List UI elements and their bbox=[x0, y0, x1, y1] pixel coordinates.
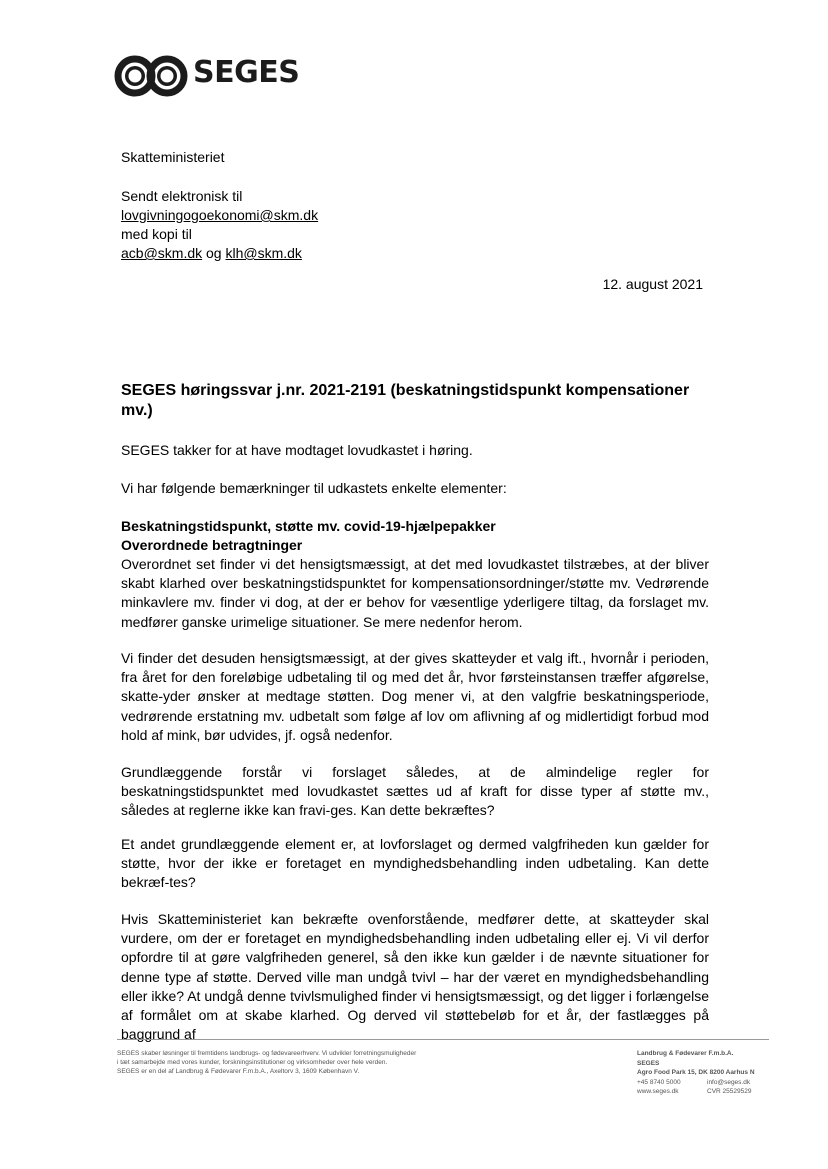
body-paragraph-5: Hvis Skatteministeriet kan bekræfte ovenforstående, medfører dette, at skatteyder skal vurdere, om der er foretaget en myndighedsbehandling inden udbetaling eller ej. Vi vil derfor opfordre til at gøre valgfriheden generel, så den ikke kun gælder i de nævnte situationer for denne type af støtte. Derved ville man undgå tvivl – har der været en myndighedsbehandling eller ikke? At undgå denne tvivlsmulighed finder vi hensigtsmæssigt, og det ligger i forlængelse af formålet om at skabe klarhed. Og derved vil støttebeløb for et år, der fastlægges på baggrund af bbox=[121, 911, 709, 1043]
footer-left-line: SEGES er en del af Landbrug & Fødevarer F.m.b.A., Axeltorv 3, 1609 København V. bbox=[117, 1068, 360, 1075]
email-main-link[interactable]: lovgivningogoekonomi@skm.dk bbox=[121, 207, 319, 223]
sent-label: Sendt elektronisk til bbox=[121, 188, 243, 204]
intro-paragraph-1: SEGES takker for at have modtaget lovudkastet i høring. bbox=[121, 442, 473, 458]
footer-left bbox=[117, 1049, 547, 1076]
recipient-name: Skatteministeriet bbox=[121, 149, 225, 165]
og-text: og bbox=[202, 245, 226, 261]
footer-email[interactable]: info@seges.dk bbox=[707, 1078, 751, 1086]
footer-contact-row bbox=[637, 1078, 797, 1088]
email-copy2-link[interactable]: klh@skm.dk bbox=[225, 245, 302, 261]
copy-emails-line bbox=[121, 244, 302, 263]
footer-phone: +45 8740 5000 bbox=[637, 1078, 681, 1086]
footer-web-row bbox=[637, 1087, 797, 1097]
footer-left-line: i tæt samarbejde med vores kunder, forskningsinstitutioner og virksomheder over hele verden. bbox=[117, 1059, 388, 1066]
footer-web[interactable]: www.seges.dk bbox=[637, 1088, 679, 1095]
letter-title: SEGES høringssvar j.nr. 2021-2191 (beskatningstidspunkt kompensationer mv.) bbox=[121, 382, 690, 419]
logo-brand-text: SEGES bbox=[193, 55, 300, 90]
section-heading: Beskatningstidspunkt, støtte mv. covid-19-hjælpepakker bbox=[121, 518, 496, 534]
body-paragraph-4: Et andet grundlæggende element er, at lovforslaget og dermed valgfriheden kun gælder for støtte, hvor der ikke er foretaget en myndighedsbehandling inden udbetaling. Kan dette bekræf-tes? bbox=[121, 836, 709, 891]
footer-unit: SEGES bbox=[637, 1059, 660, 1067]
letter-date: 12. august 2021 bbox=[602, 276, 703, 292]
footer-left-line: SEGES skaber løsninger til fremtidens landbrugs- og fødevareerhverv. Vi udvikler forretningsmuligheder bbox=[117, 1050, 417, 1057]
footer-right bbox=[637, 1049, 797, 1097]
footer-divider bbox=[117, 1039, 769, 1040]
copy-label: med kopi til bbox=[121, 226, 192, 242]
body-paragraph-3: Grundlæggende forstår vi forslaget således, at de almindelige regler for beskatningstidspunktet med lovudkastet sættes ud af kraft for disse typer af støtte mv., således at reglerne ikke kan fravi-ges. Kan dette bekræftes? bbox=[121, 764, 709, 819]
body-paragraph-1: Overordnet set finder vi det hensigtsmæssigt, at det med lovudkastet tilstræbes, at der bliver skabt klarhed over beskatningstidspunktet for kompensationsordninger/støtte mv. Vedrørende minkavlere mv. finder vi dog, at der er behov for væsentlige yderligere tiltag, da forslaget mv. medfører ganske urimelige situationer. Se mere nedenfor herom. bbox=[121, 556, 709, 630]
seges-logo bbox=[113, 53, 313, 99]
footer-address: Agro Food Park 15, DK 8200 Aarhus N bbox=[637, 1069, 755, 1076]
seges-rings-icon bbox=[113, 53, 193, 99]
body-paragraph-2: Vi finder det desuden hensigtsmæssigt, at der gives skatteyder et valg ift., hvornår i perioden, fra året for den foreløbige udbetaling til og med det år, hvor førsteinstansen træffer afgørelse, skatte-yder ønsker at medtage støtten. Dog mener vi, at den valgfrie beskatningsperiode, vedrørende erstatning mv. udbetalt som følge af lov om aflivning af og midlertidigt forbud mod hold af mink, bør udvides, jf. også nedenfor. bbox=[121, 650, 709, 743]
email-copy1-link[interactable]: acb@skm.dk bbox=[121, 245, 203, 261]
footer-org: Landbrug & Fødevarer F.m.b.A. bbox=[637, 1050, 734, 1057]
footer-cvr: CVR 25529529 bbox=[707, 1088, 752, 1095]
subheading: Overordnede betragtninger bbox=[121, 537, 303, 553]
intro-paragraph-2: Vi har følgende bemærkninger til udkastets enkelte elementer: bbox=[121, 480, 507, 496]
